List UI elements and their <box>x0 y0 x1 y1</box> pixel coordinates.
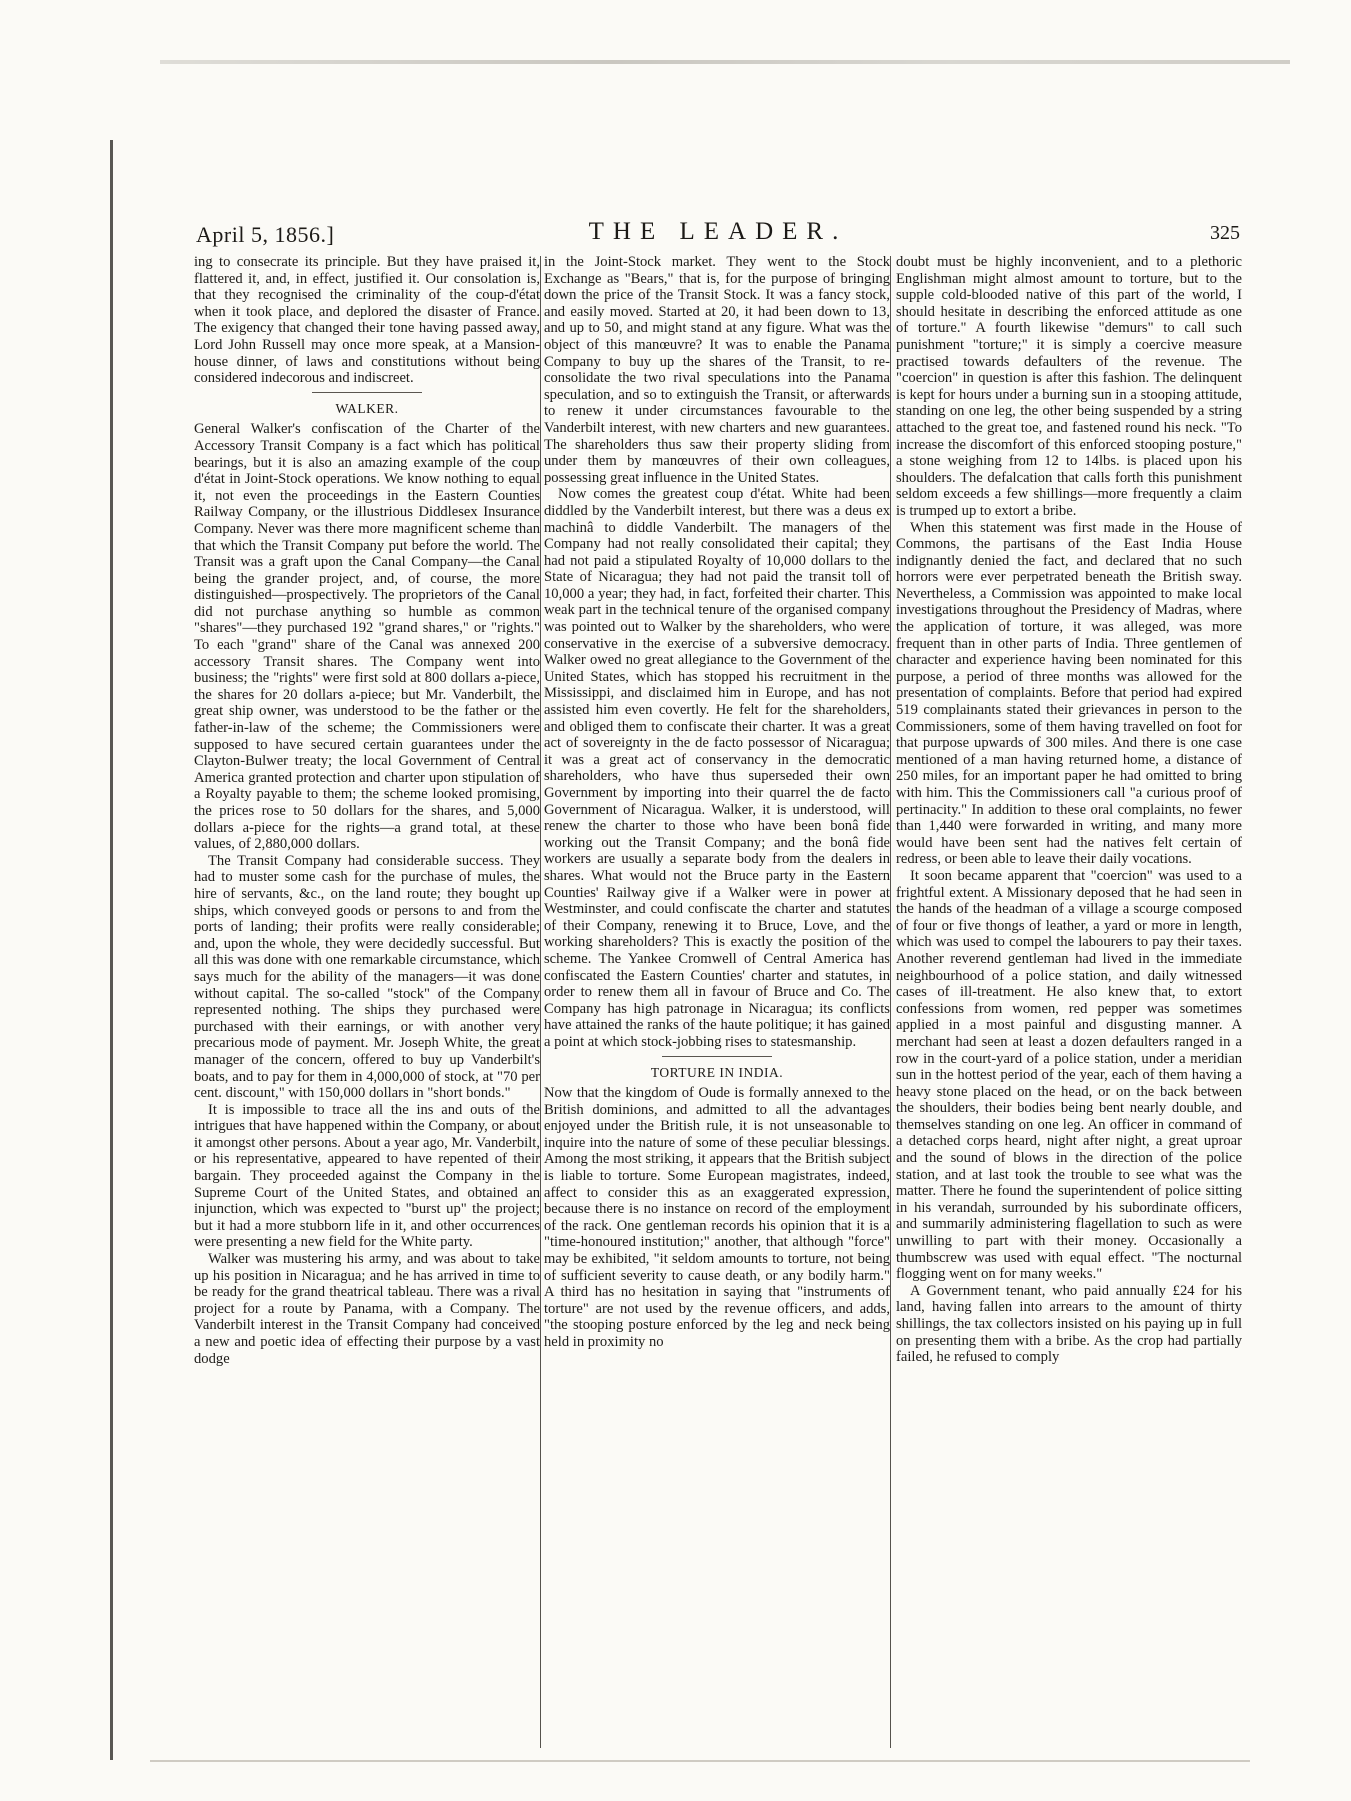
article-paragraph: General Walker's confiscation of the Charter of the Accessory Transit Company is a fact which has political bearings, but it is also an amazing example of the coup d'état in Joint-Stock operations. We know nothing to equal it, not even the proceedings in the Eastern Counties Railway Company, or the illustrious Diddlesex Insurance Company. Never was there more magnificent scheme than that which the Transit Company put before the world. The Transit was a graft upon the Canal Company—the Canal being the grander project, and, of course, the more distinguished—prospectively. The proprietors of the Canal did not purchase anything so humble as common "shares"—they purchased 192 "grand shares," or "rights." To each "grand" share of the Canal was annexed 200 accessory Transit shares. The Company went into business; the "rights" were first sold at 800 dollars a-piece, the shares for 20 dollars a-piece; but Mr. Vanderbilt, the great ship owner, was understood to be the father or the father-in-law of the scheme; the Commissioners were supposed to have secured certain guarantees under the Clayton-Bulwer treaty; the local Government of Central America granted protection and charter upon stipulation of a Royalty payable to them; the scheme looked promising, the prices rose to 50 dollars for the shares, and 5,000 dollars a-piece for the rights—a grand total, at these values, of 2,880,000 dollars. <box>194 421 540 853</box>
article-heading: TORTURE IN INDIA. <box>650 1064 784 1080</box>
column-rule-1 <box>540 256 541 1748</box>
masthead-title: THE LEADER. <box>588 218 848 245</box>
article-paragraph: When this statement was first made in the House of Commons, the partisans of the East India House indignantly denied the fact, and declared that no such horrors were ever perpetrated beneath the British sway. Nevertheless, a Commission was appointed to make local investigations throughout the Presidency of Madras, where the application of torture, it was alleged, was more frequent than in other parts of India. Three gentlemen of character and experience having been nominated for this purpose, a period of three months was allowed for the presentation of complaints. Before that period had expired 519 complainants stated their grievances in person to the Commissioners, some of them having travelled on foot for that purpose upwards of 300 miles. And there is one case mentioned of a man having returned home, a distance of 250 miles, for an important paper he had omitted to bring with him. This the Commissioners call "a curious proof of pertinacity." In addition to these oral complaints, no fewer than 1,440 were forwarded in writing, and many more would have been sent had the natives felt certain of redress, or been able to leave their daily vocations. <box>896 519 1242 868</box>
column-2 <box>544 254 890 1749</box>
page-number: 325 <box>1210 222 1240 244</box>
article-paragraph: A Government tenant, who paid annually £24 for his land, having fallen into arrears to the amount of thirty shillings, the tax collectors insisted on his paying up in full on presenting them with a bribe. As the crop had partially failed, he refused to comply <box>896 1282 1242 1366</box>
article-paragraph: Now comes the greatest coup d'état. White had been diddled by the Vanderbilt interest, but there was a deus ex machinâ to diddle Vanderbilt. The managers of the Company had not really consolidated their capital; they had not paid a stipulated Royalty of 10,000 dollars to the State of Nicaragua; they had not paid the transit toll of 10,000 a year; they had, in fact, forfeited their charter. This weak part in the technical tenure of the organised company was pointed out to Walker by the shareholders, who were conservative in the exercise of a subversive democracy. Walker owed no great allegiance to the Government of the United States, which has stopped his recruitment in the Mississippi, and disclaimed him in Europe, and has not assisted him even covertly. He felt for the shareholders, and obliged them to confiscate their charter. It was a great act of sovereignty in the de facto possessor of Nicaragua; it was a great act of conservancy in the democratic shareholders, who have thus superseded their own Government by importing into their quarrel the de facto Government of Nicaragua. Walker, it is understood, will renew the charter to those who have been bonâ fide working out the Transit Company; and the bonâ fide workers are usually a separate body from the dealers in shares. What would not the Bruce party in the Eastern Counties' Railway give if a Walker were in power at Westminster, and could confiscate the charter and statutes of their Company, renewing it to Bruce, Love, and the working shareholders? This is exactly the position of the scheme. The Yankee Cromwell of Central America has confiscated the Eastern Counties' charter and statutes, in order to renew them all in favour of Bruce and Co. The Company has high patronage in Nicaragua; its conflicts have attained the ranks of the haute politique; it has gained a point at which stock-jobbing rises to statesmanship. <box>544 486 890 1050</box>
binding-edge <box>110 140 113 1760</box>
article-paragraph: It soon became apparent that "coercion" was used to a frightful extent. A Missionary deposed that he had seen in the hands of the headman of a village a scourge composed of four or five thongs of leather, a yard or more in length, which was used to compel the labourers to pay their taxes. Another reverend gentleman had lived in the immediate neighbourhood of a police station, and daily witnessed cases of ill-treatment. He also knew that, to extort confessions from women, red pepper was sometimes applied in a most painful and disgusting manner. A merchant had seen at least a dozen defaulters ranged in a row in the court-yard of a police station, under a meridian sun in the hottest period of the year, each of them having a heavy stone placed on the head, or on the back between the shoulders, their bodies being bent nearly double, and themselves standing on one leg. An officer in command of a detached corps heard, night after night, a great uproar and the sound of blows in the direction of the police station, and at last took the trouble to see what was the matter. There he found the superintendent of police sitting in his verandah, surrounded by his subordinate officers, and summarily administering flagellation to such as were unwilling to part with their money. Occasionally a thumbscrew was used with equal effect. "The nocturnal flogging went on for many weeks." <box>896 867 1242 1283</box>
article-paragraph: ing to consecrate its principle. But they have praised it, flattered it, and, in effect, justified it. Our consolation is, that they recognised the criminality of the coup-d'état when it took place, and deplored the disaster of France. The exigency that changed their tone having passed away, Lord John Russell may once more speak, at a Mansion-house dinner, of laws and constitutions without being considered indecorous and indiscreet. <box>194 254 540 387</box>
article-paragraph: in the Joint-Stock market. They went to the Stock Exchange as "Bears," that is, for the purpose of bringing down the price of the Transit Stock. It was a fancy stock, and easily moved. Started at 20, it had been down to 13, and up to 50, and might stand at any figure. What was the object of this manœuvre? It was to enable the Panama Company to buy up the shares of the Transit, to re-consolidate the two rival speculations into the Panama speculation, and so to extinguish the Transit, or afterwards to renew it under circumstances favourable to the Vanderbilt interest, with new charters and new guarantees. The shareholders thus saw their property sliding from under them by manœuvres of their own colleagues, possessing great influence in the United States. <box>544 254 890 486</box>
top-margin-rule <box>160 60 1290 64</box>
column-3 <box>896 254 1242 1749</box>
column-rule-2 <box>890 256 891 1748</box>
column-1 <box>194 254 540 1749</box>
header-date: April 5, 1856.] <box>196 222 335 247</box>
article-paragraph: Walker was mustering his army, and was about to take up his position in Nicaragua; and he has arrived in time to be ready for the grand theatrical tableau. There was a rival project for a route by Panama, with a Company. The Vanderbilt interest in the Transit Company had conceived a new and poetic idea of effecting their purpose by a vast dodge <box>194 1251 540 1367</box>
article-paragraph: doubt must be highly inconvenient, and to a plethoric Englishman might almost amount to torture, but to the supple cold-blooded native of this part of the world, I should hesitate in describing the enforced attitude as one of torture." A fourth likewise "demurs" to call such punishment "torture;" it is simply a coercive measure practised towards defaulters of the revenue. The "coercion" in question is after this fashion. The delinquent is kept for hours under a burning sun in a stooping attitude, standing on one leg, the other being suspended by a string attached to the great toe, and fastened round his neck. "To increase the discomfort of this enforced stooping posture," a stone weighing from 12 to 14lbs. is placed upon his shoulders. The defalcation that calls forth this punishment seldom exceeds a few shillings—more frequently a claim is trumped up to extort a bribe. <box>896 254 1242 519</box>
section-divider <box>312 392 422 393</box>
section-divider <box>662 1056 772 1057</box>
article-paragraph: The Transit Company had considerable success. They had to muster some cash for the purchase of mules, the hire of servants, &c., on the land route; they bought up ships, which conveyed goods or persons to and from the ports of landing; their profits were really considerable; and, upon the whole, they were decidedly successful. But all this was done with one remarkable circumstance, which says much for the ability of the managers—it was done without capital. The so-called "stock" of the Company represented nothing. The ships they purchased were purchased with their earnings, or with another very precarious mode of payment. Mr. Joseph White, the great manager of the concern, offered to buy up Vanderbilt's boats, and to pay for them in 4,000,000 of stock, at "70 per cent. discount," with 150,000 dollars in "short bonds." <box>194 852 540 1102</box>
article-paragraph: Now that the kingdom of Oude is formally annexed to the British dominions, and admitted to all the advantages enjoyed under the British rule, it is not unseasonable to inquire into the nature of some of these peculiar blessings. Among the most striking, it appears that the British subject is liable to torture. Some European magistrates, indeed, affect to consider this as an exaggerated expression, because there is no instance on record of the employment of the rack. One gentleman records his opinion that it is a "time-honoured institution;" another, that although "force" may be exhibited, "it seldom amounts to torture, not being of sufficient severity to cause death, or any bodily harm." A third has no hesitation in saying that "instruments of torture" are not used by the revenue officers, and adds, "the stooping posture enforced by the leg and neck being held in proximity no <box>544 1085 890 1350</box>
bottom-margin-rule <box>150 1760 1250 1762</box>
article-heading: WALKER. <box>335 400 399 416</box>
running-header <box>196 218 1240 246</box>
article-paragraph: It is impossible to trace all the ins and outs of the intrigues that have happened within the Company, or about it amongst other persons. About a year ago, Mr. Vanderbilt, or his representative, appeared to have repented of their bargain. They proceeded against the Company in the Supreme Court of the United States, and obtained an injunction, which was expected to "burst up" the project; but it had a more stubborn life in it, and other occurrences were presenting a new field for the White party. <box>194 1101 540 1251</box>
